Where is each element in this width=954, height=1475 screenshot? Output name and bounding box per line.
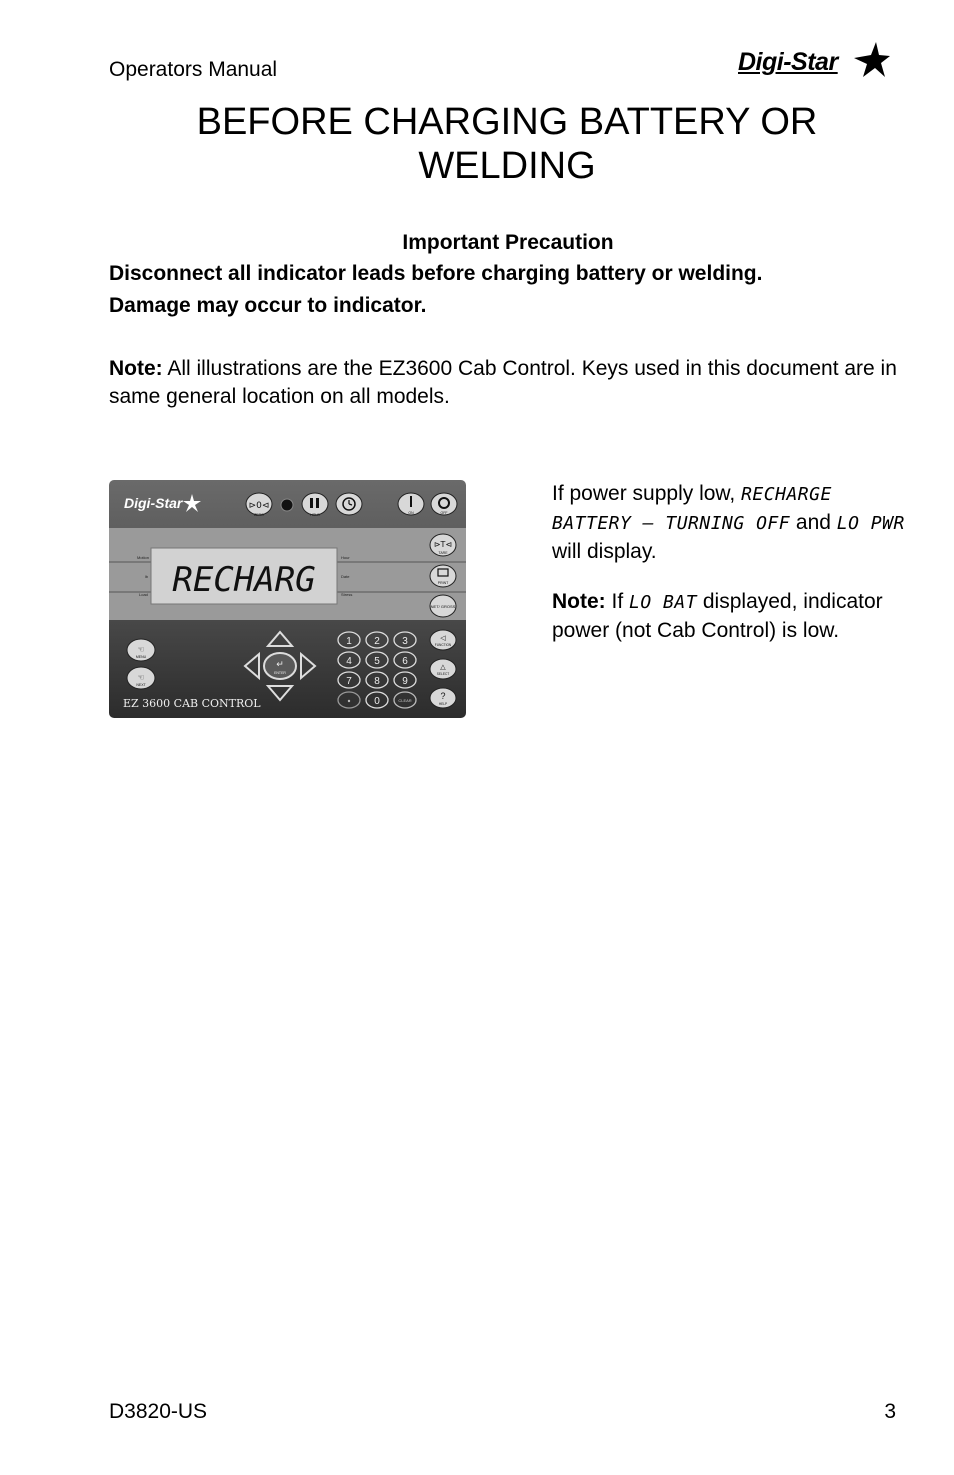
lcd-label-hour: Hour — [341, 555, 350, 560]
off-key-label: OFF — [440, 511, 448, 515]
recharge-text-prefix: If power supply low, — [552, 482, 742, 505]
svg-text:0: 0 — [374, 696, 380, 707]
ez3600-cab-control-illustration — [109, 480, 466, 718]
help-key[interactable] — [430, 688, 456, 708]
lcd-label-stress: Stress — [341, 592, 353, 597]
star-icon — [850, 40, 890, 80]
svg-text:9: 9 — [402, 676, 408, 687]
cab-control-panel — [109, 480, 466, 718]
indicator-led — [281, 499, 293, 511]
svg-text:☜: ☜ — [137, 673, 145, 682]
svg-text:6: 6 — [402, 656, 408, 667]
recharge-paragraph — [552, 480, 922, 566]
manual-label: Operators Manual — [109, 58, 278, 81]
lo-bat-note-prefix: If — [605, 590, 630, 613]
tare-key-label: TARE — [438, 551, 448, 555]
svg-text:CLEAR: CLEAR — [398, 698, 412, 703]
svg-text:8: 8 — [374, 676, 380, 687]
svg-text:4: 4 — [346, 656, 352, 667]
precaution-heading: Important Precaution — [402, 231, 614, 254]
next-key[interactable] — [127, 667, 155, 689]
print-key-label: PRINT — [437, 581, 449, 585]
digi-star-logo — [738, 40, 890, 82]
svg-text:7: 7 — [346, 676, 352, 687]
on-key-label: ON — [408, 511, 414, 515]
lo-pwr-code: LO PWR — [836, 513, 905, 534]
svg-text:⊳T⊲: ⊳T⊲ — [433, 540, 453, 549]
model-label: EZ 3600 CAB CONTROL — [123, 697, 261, 710]
recharge-text-suffix: will display. — [552, 540, 657, 563]
menu-key[interactable] — [127, 639, 155, 661]
precaution-line-1: Disconnect all indicator leads before charging battery or welding. — [109, 262, 763, 285]
tare-key[interactable] — [430, 534, 456, 556]
decimal-point-icon — [348, 700, 350, 702]
print-key[interactable] — [430, 565, 456, 587]
zero-key-label: ZERO — [254, 513, 264, 517]
svg-text:☜: ☜ — [137, 645, 145, 654]
note-text: All illustrations are the EZ3600 Cab Control. Keys used in this document are in same general location on all models. — [109, 357, 897, 408]
function-key[interactable] — [430, 630, 456, 650]
select-key-label: SELECT — [436, 672, 450, 676]
lcd-label-motion: Motion — [137, 555, 150, 560]
lcd-display-text: RECHARG — [172, 560, 316, 600]
on-key[interactable] — [398, 493, 424, 515]
document-id: D3820-US — [109, 1400, 208, 1423]
lo-bat-note-label: Note: — [552, 590, 606, 613]
net-gross-key[interactable] — [430, 595, 456, 617]
svg-text:5: 5 — [374, 656, 380, 667]
svg-text:1: 1 — [346, 636, 352, 647]
page-number: 3 — [884, 1400, 896, 1423]
lcd-label-lb: lb — [145, 574, 149, 579]
page-title — [0, 100, 954, 188]
illustration-note — [109, 355, 899, 411]
lcd-label-load: Load — [139, 592, 148, 597]
lo-bat-note — [552, 588, 922, 645]
net-gross-key-label: NET/ GROSS — [430, 604, 456, 609]
title-line-2: WELDING — [418, 145, 596, 187]
question-icon: ? — [440, 691, 446, 701]
lcd-label-date: Date — [341, 574, 350, 579]
note-label: Note: — [109, 357, 163, 380]
next-key-label: NEXT — [136, 683, 146, 687]
recharge-text-and: and — [790, 511, 837, 534]
help-key-label: HELP — [438, 702, 448, 706]
precaution-text — [109, 258, 899, 322]
hold-key-label: HOLD — [310, 513, 320, 517]
select-key[interactable] — [430, 659, 456, 679]
off-key[interactable] — [431, 493, 457, 515]
logo-wordmark: Digi-Star — [738, 48, 838, 76]
enter-icon: ↵ — [276, 660, 284, 670]
lo-bat-code: LO BAT — [629, 592, 698, 613]
enter-key-label: ENTER — [274, 671, 286, 675]
clock-key[interactable] — [336, 493, 362, 515]
lo-bat-note-suffix: displayed, indicator power (not Cab Control) is low. — [552, 590, 883, 642]
function-key-label: FUNCTION — [434, 643, 452, 647]
recharge-info — [552, 480, 922, 645]
device-logo: Digi-Star — [124, 495, 183, 511]
left-triangle-icon: ◁ — [440, 634, 446, 642]
precaution-line-2: Damage may occur to indicator. — [109, 294, 427, 317]
up-triangle-icon: △ — [440, 663, 446, 671]
svg-text:⊳0⊲: ⊳0⊲ — [248, 501, 270, 511]
svg-text:3: 3 — [402, 636, 408, 647]
title-line-1: BEFORE CHARGING BATTERY OR — [196, 101, 818, 143]
svg-text:2: 2 — [374, 636, 380, 647]
menu-key-label: MENU — [135, 655, 147, 659]
recharge-battery-code: RECHARGE BATTERY – TURNING OFF — [552, 484, 832, 534]
